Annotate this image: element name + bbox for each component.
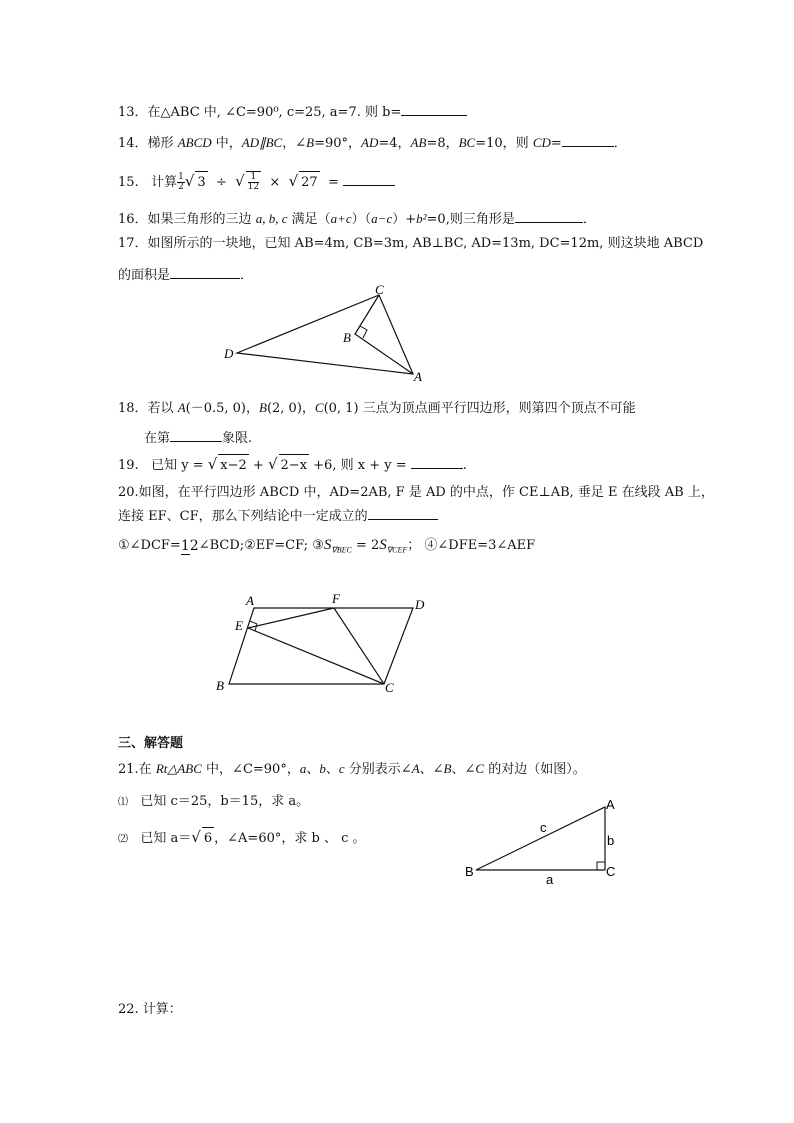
part-2-text: ，∠A=60°，求 b 、 c 。	[214, 831, 366, 846]
option-2: ②EF=CF;	[244, 538, 309, 553]
label-c-vertex: C	[606, 864, 616, 879]
figure-21	[460, 795, 620, 885]
question-21	[118, 760, 586, 779]
label-a: A	[246, 593, 254, 608]
q18-text: 18．若以	[118, 401, 178, 416]
q15-calc: 计算	[151, 175, 178, 190]
sqrt-fraction: $\frac{1}{12}$	[247, 172, 260, 192]
label-b-vertex: B	[465, 864, 474, 879]
area-symbol: S	[323, 537, 332, 553]
answer-blank	[368, 507, 438, 520]
radicand-2-minus-x: 2−x	[279, 454, 310, 477]
question-18-line2	[144, 429, 252, 448]
section-title: 三、解答题	[118, 736, 184, 751]
q14-prefix: 14．梯形	[118, 136, 178, 151]
radicand-6: 6	[202, 827, 214, 850]
q18-point-b: B	[259, 400, 267, 415]
question-20-line1	[118, 484, 714, 502]
label-a-side: a	[546, 872, 554, 885]
area-subscript: ∇BEC	[331, 545, 352, 555]
parallelogram-abcd	[229, 608, 413, 684]
q21-c: c	[338, 761, 345, 776]
q20-text: 连接 EF、CF，那么下列结论中一定成立的	[118, 509, 368, 524]
q19-text: 已知 y =	[151, 458, 208, 473]
q14-ab: AB	[410, 135, 427, 150]
q21-angle-a: A	[411, 761, 420, 776]
q19-end: .	[462, 458, 467, 473]
option-4: ④∠DFE=3∠AEF	[424, 538, 536, 553]
answer-blank	[170, 266, 240, 279]
answer-blank	[343, 173, 395, 186]
radicand-x-minus-2: x−2	[218, 454, 249, 477]
question-15: 15. 计算 $\frac{1}{2}$ √ 3 ÷ √ $\frac{1}{12}$ × √ 27 =	[118, 170, 395, 194]
q19-text: +6, 则 x + y =	[309, 458, 411, 473]
q14-suffix: ．	[613, 136, 627, 151]
q18-text: 在第	[144, 431, 171, 446]
option-1: ①∠DCF=	[118, 538, 181, 553]
segment-ef	[248, 608, 334, 628]
answer-blank	[515, 210, 583, 223]
label-d: D	[415, 597, 425, 612]
figure-20	[210, 590, 435, 700]
label-d: D	[224, 346, 234, 361]
segment-ec	[248, 628, 384, 684]
q21-a: a	[299, 761, 307, 776]
question-14	[118, 134, 627, 153]
q21-suffix: 的对边（如图）。	[484, 762, 586, 777]
equals-sign: =	[327, 175, 339, 190]
question-22	[118, 1001, 182, 1019]
q21-sep: 、	[306, 762, 320, 777]
label-a: A	[414, 369, 422, 384]
q21-text: 中，∠C=90°，	[201, 762, 300, 777]
answer-blank	[562, 134, 614, 147]
q18-coord-b: (2, 0)，	[266, 401, 315, 416]
part-2-text: 已知 a＝	[140, 831, 192, 846]
q14-cd: CD	[532, 135, 551, 150]
question-13	[118, 103, 467, 122]
q15-number: 15.	[118, 175, 139, 190]
q16-suffix: =0,则三角形是	[426, 212, 515, 227]
q16-prefix: 16．如果三角形的三边	[118, 212, 256, 227]
q19-number: 19.	[118, 458, 139, 473]
area-symbol: S	[379, 537, 387, 553]
label-f: F	[332, 591, 340, 606]
label-c: C	[385, 680, 394, 695]
segment-fc	[334, 608, 384, 684]
answer-blank	[411, 456, 463, 469]
question-20-options	[118, 532, 535, 564]
q16-a-minus-c: a−c	[371, 211, 393, 226]
q16-end: ．	[582, 212, 596, 227]
q17-text: 的面积是	[118, 268, 171, 283]
area-subscript: ∇CEF	[386, 545, 408, 555]
quadrilateral-outline	[237, 295, 413, 374]
q14-text: =4，	[378, 136, 411, 151]
q16-a-plus-c: a+c	[330, 211, 352, 226]
option-3-equals: = 2	[351, 538, 380, 553]
q16-vars: a, b, c	[255, 211, 288, 226]
label-a-vertex: A	[606, 797, 615, 812]
q13-text: 13．在△ABC 中, ∠C=90⁰, c=25, a=7. 则 b=	[118, 105, 402, 120]
q14-b: B	[306, 135, 315, 150]
q18-point-a: A	[177, 400, 186, 415]
question-17-line1	[118, 235, 703, 253]
q21-sep: 、∠	[451, 762, 476, 777]
option-1-end: ∠BCD;	[198, 538, 245, 553]
q21-sep: 、∠	[419, 762, 444, 777]
option-3-end: ；	[407, 538, 421, 553]
q18-point-c: C	[314, 400, 324, 415]
q14-text: 中，	[211, 136, 242, 151]
q21-text: 21.在	[118, 762, 156, 777]
q16-b-squared: b²	[416, 211, 427, 226]
q14-abcd: ABCD	[177, 135, 212, 150]
q21-sep: 、	[325, 762, 339, 777]
label-c: C	[375, 282, 384, 297]
answer-blank	[170, 429, 222, 442]
q14-adbc: AD∥BC	[241, 135, 283, 150]
q14-text: =	[550, 136, 562, 151]
q16-text: ）（	[351, 212, 372, 227]
part-1-number: ⑴	[118, 797, 128, 808]
q21-b: b	[319, 761, 326, 776]
label-c-side: c	[540, 820, 547, 835]
question-16	[118, 210, 596, 229]
q20-text: 20.如图，在平行四边形 ABCD 中，AD=2AB, F 是 AD 的中点，作 CE⊥AB, 垂足 E 在线段 AB 上，	[118, 485, 714, 500]
label-b: B	[216, 678, 224, 693]
answer-blank	[401, 103, 467, 116]
fraction-half: 12	[180, 537, 199, 554]
q21-angle-c: C	[475, 761, 485, 776]
q16-text: 满足（	[287, 212, 331, 227]
q21-angle-b: B	[443, 761, 452, 776]
option-3: ③	[312, 538, 324, 553]
question-21-part1	[118, 793, 309, 812]
q22-text: 22. 计算：	[118, 1002, 182, 1017]
q14-text: =8，	[426, 136, 459, 151]
q14-text: ，∠	[282, 136, 307, 151]
q18-coord-a: (－0.5, 0)，	[185, 401, 259, 416]
right-angle-mark	[597, 862, 605, 870]
q14-text: =90°，	[314, 136, 362, 151]
q14-text: =10，则	[475, 136, 533, 151]
divide-sign: ÷	[215, 175, 227, 190]
q16-text: ）+	[392, 212, 417, 227]
q18-coord-c: (0, 1) 三点为顶点画平行四边形，则第四个顶点不可能	[323, 401, 636, 416]
part-2-number: ⑵	[118, 834, 128, 845]
q17-end: ．	[240, 268, 254, 283]
figure-17	[215, 282, 425, 387]
question-19: 19. 已知 y = √ x−2 + √ 2−x +6, 则 x + y = .	[118, 453, 467, 477]
radicand-3: 3	[195, 171, 207, 194]
radicand-27: 27	[299, 171, 320, 194]
question-18-line1	[118, 399, 636, 418]
q14-ad: AD	[361, 135, 379, 150]
q21-text: 分别表示∠	[344, 762, 412, 777]
label-b-side: b	[607, 833, 615, 848]
q17-text: 17．如图所示的一块地，已知 AB=4m, CB=3m, AB⊥BC, AD=13m, DC=12m, 则这块地 ABCD	[118, 236, 704, 251]
q21-triangle: Rt△ABC	[155, 761, 202, 776]
label-b: B	[343, 330, 351, 345]
plus-sign: +	[248, 458, 268, 473]
q18-text: 象限.	[222, 431, 253, 446]
part-1-text: 已知 c＝25，b＝15，求 a。	[140, 794, 310, 809]
fraction-half: $\frac{1}{2}$	[178, 172, 184, 192]
label-e: E	[235, 618, 243, 633]
times-sign: ×	[269, 175, 281, 190]
right-angle-mark	[360, 326, 367, 338]
question-20-line2	[118, 507, 438, 526]
right-triangle	[476, 807, 605, 870]
q14-bc: BC	[458, 135, 476, 150]
question-21-part2: ⑵ 已知 a＝√ 6 ，∠A=60°，求 b 、 c 。	[118, 826, 366, 851]
